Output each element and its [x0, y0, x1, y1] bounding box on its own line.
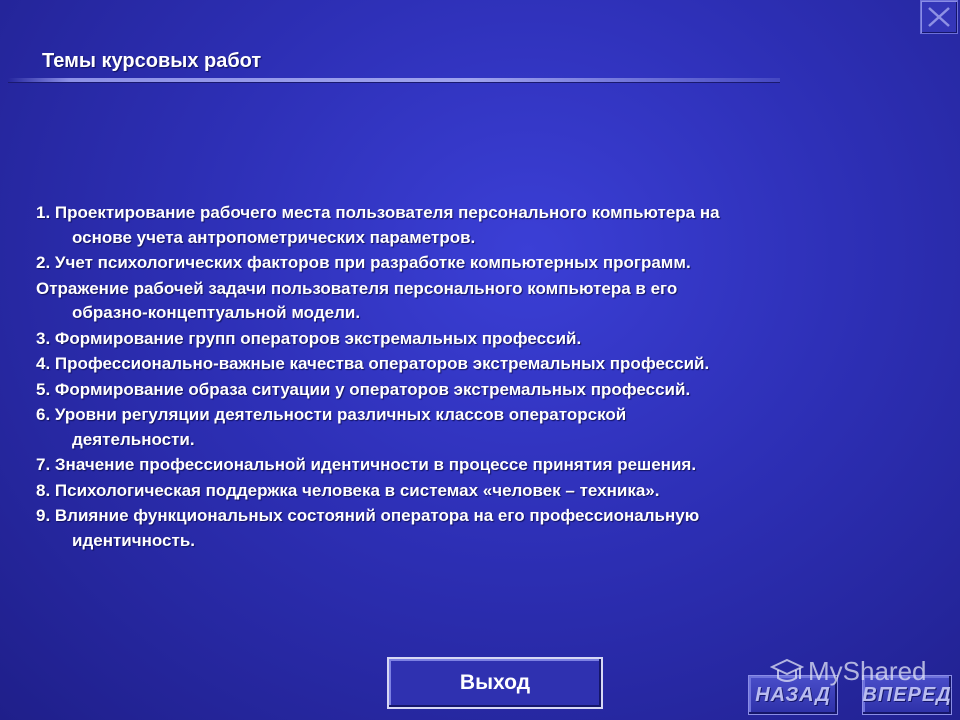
- topic-text: 9. Влияние функциональных состояний оператора на его профессиональную: [36, 506, 700, 525]
- topic-text-continued: деятельности.: [72, 429, 195, 449]
- mortarboard-icon: [770, 657, 804, 687]
- list-item: [36, 201, 916, 250]
- topic-text-continued: образно-концептуальной модели.: [72, 303, 361, 322]
- topic-text: 2. Учет психологических факторов при разработке компьютерных программ.: [36, 253, 691, 272]
- list-item: [36, 327, 916, 352]
- topic-text: Отражение рабочей задачи пользователя персонального компьютера в его: [36, 278, 678, 298]
- list-item: [36, 504, 916, 553]
- topic-text: 8. Психологическая поддержка человека в системах «человек – техника».: [36, 480, 660, 500]
- watermark-text: MyShared: [808, 656, 927, 686]
- list-item: [36, 453, 916, 478]
- forward-button[interactable]: ВПЕРЕД: [862, 675, 952, 715]
- topic-list: [36, 201, 916, 554]
- list-item: [36, 378, 916, 403]
- topic-text: 4. Профессионально-важные качества операторов экстремальных профессий.: [36, 354, 710, 373]
- exit-button[interactable]: Выход: [387, 657, 603, 709]
- topic-text-continued: идентичность.: [72, 530, 195, 550]
- page-title: Темы курсовых работ: [42, 50, 262, 72]
- close-icon: [925, 4, 953, 30]
- topic-text-continued: основе учета антропометрических параметров.: [72, 227, 476, 247]
- watermark: [770, 656, 927, 687]
- topic-text: 5. Формирование образа ситуации у операторов экстремальных профессий.: [36, 379, 691, 399]
- list-item: [36, 352, 916, 377]
- list-item: [36, 277, 916, 326]
- list-item: [36, 479, 916, 504]
- list-item: [36, 251, 916, 276]
- list-item: [36, 403, 916, 452]
- title-underline: [8, 78, 780, 82]
- topic-text: 3. Формирование групп операторов экстремальных профессий.: [36, 328, 582, 348]
- topic-text: 6. Уровни регуляции деятельности различных классов операторской: [36, 405, 627, 424]
- close-button[interactable]: [920, 0, 958, 34]
- topic-text: 1. Проектирование рабочего места пользователя персонального компьютера на: [36, 203, 720, 222]
- topic-text: 7. Значение профессиональной идентичности в процессе принятия решения.: [36, 455, 697, 474]
- back-button[interactable]: НАЗАД: [748, 675, 838, 715]
